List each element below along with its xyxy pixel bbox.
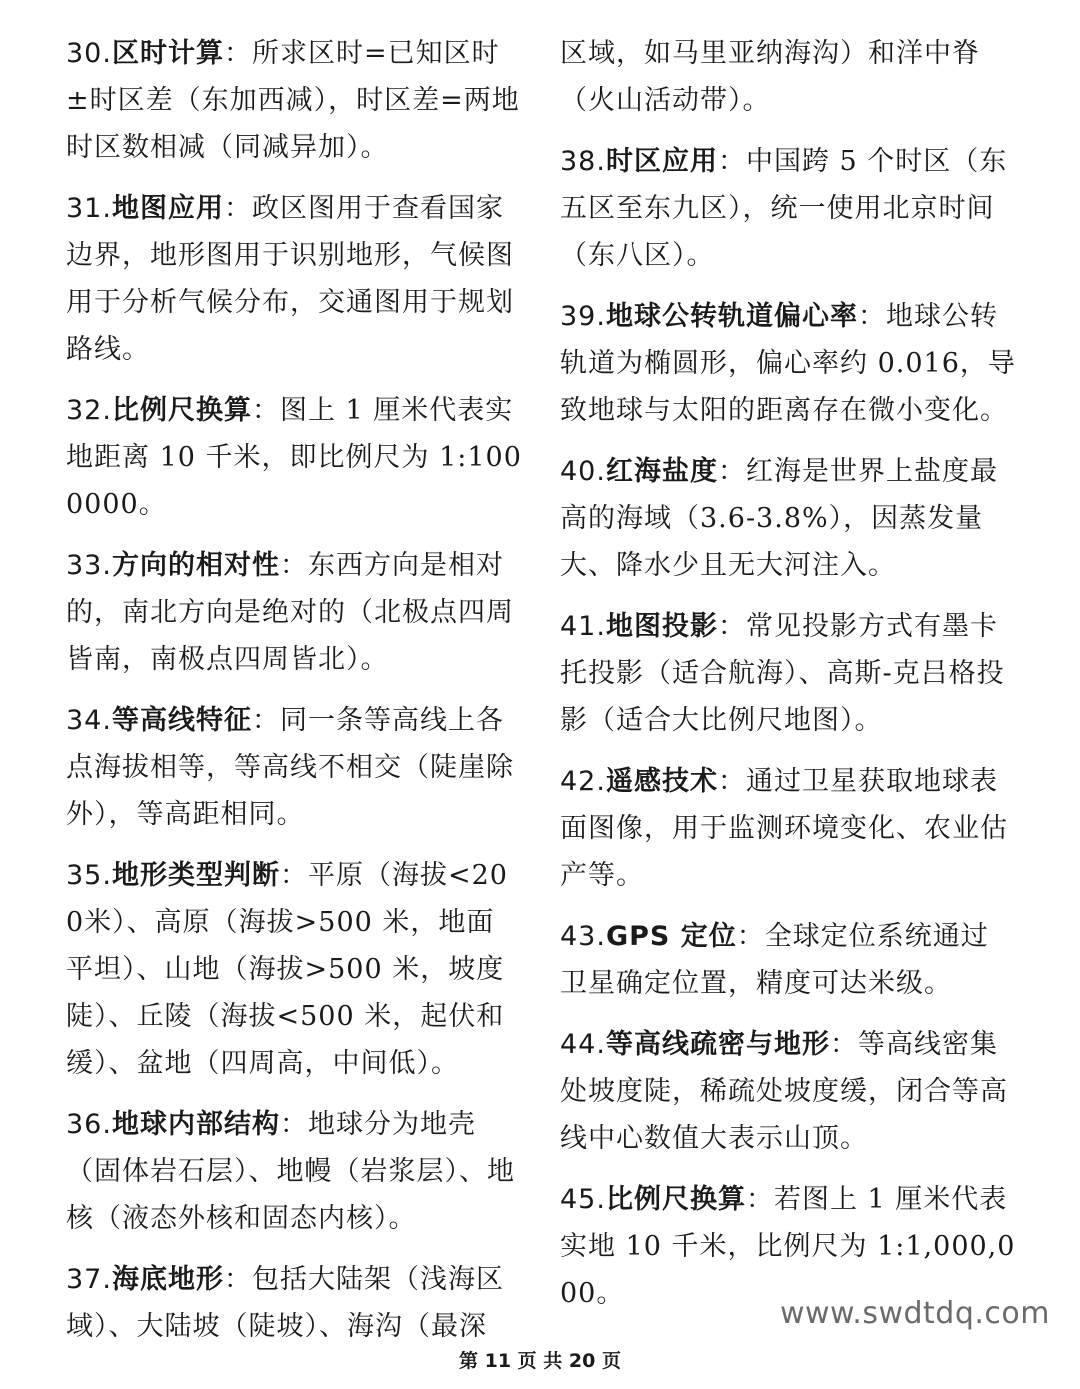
knowledge-item-33: [66, 542, 522, 683]
item-body: 若图上 1 厘米代表实地 10 千米，比例尺为 1:1,000,000。: [560, 1184, 1016, 1309]
item-body: 包括大陆架（浅海区域）、大陆坡（陡坡）、海沟（最深: [66, 1264, 504, 1342]
site-watermark: www.swdtdq.com: [779, 1296, 1050, 1331]
item-body: 常见投影方式有墨卡托投影（适合航海）、高斯-克吕格投影（适合大比例尺地图）。: [560, 611, 1005, 736]
item-body: 地球分为地壳（固体岩石层）、地幔（岩浆层）、地核（液态外核和固态内核）。: [66, 1109, 515, 1234]
knowledge-item-30: [66, 30, 522, 171]
knowledge-item-40: [560, 448, 1016, 589]
item-body: 等高线密集处坡度陡，稀疏处坡度缓，闭合等高线中心数值大表示山顶。: [560, 1029, 1008, 1154]
item-body: 地球公转轨道为椭圆形，偏心率约 0.016，导致地球与太阳的距离存在微小变化。: [560, 301, 1016, 426]
item-separator: ：: [251, 395, 280, 426]
item-number: 41.: [560, 611, 606, 642]
item-body: 红海是世界上盐度最高的海域（3.6-3.8%），因蒸发量大、降水少且无大河注入。: [560, 456, 998, 581]
item-separator: ：: [223, 1264, 252, 1295]
item-separator: ：: [279, 550, 308, 581]
knowledge-item-37: [66, 1256, 522, 1350]
item-separator: ：: [717, 456, 746, 487]
knowledge-item-34: [66, 697, 522, 838]
item-body: 区域，如马里亚纳海沟）和洋中脊（火山活动带）。: [560, 38, 980, 116]
item-separator: ：: [251, 705, 280, 736]
item-number: 35.: [66, 860, 112, 891]
knowledge-item-39: [560, 293, 1016, 434]
item-term: 海底地形: [111, 1264, 224, 1295]
right-column: [560, 30, 1016, 1331]
item-number: 40.: [560, 456, 606, 487]
item-separator: ：: [717, 611, 746, 642]
item-body: 平原（海拔<200米）、高原（海拔>500 米，地面平坦）、山地（海拔>500 米，坡度陡）、丘陵（海拔<500 米，起伏和缓）、盆地（四周高，中间低）。: [66, 860, 508, 1079]
item-term: 比例尺换算: [605, 1184, 746, 1215]
knowledge-item-36: [66, 1101, 522, 1242]
knowledge-item-38: [560, 138, 1016, 279]
item-separator: ：: [736, 921, 765, 952]
item-separator: ：: [745, 1184, 774, 1215]
left-column: [66, 30, 522, 1364]
item-body: 所求区时=已知区时±时区差（东加西减），时区差=两地时区数相减（同减异加）。: [66, 38, 520, 163]
item-number: 42.: [560, 766, 606, 797]
item-term: 等高线特征: [111, 705, 252, 736]
item-term: 地球公转轨道偏心率: [605, 301, 858, 332]
item-term: 方向的相对性: [111, 550, 280, 581]
item-term: 时区应用: [605, 146, 718, 177]
item-term: 地图投影: [605, 611, 718, 642]
item-term: 红海盐度: [605, 456, 718, 487]
item-term: 区时计算: [111, 38, 224, 69]
item-body: 东西方向是相对的，南北方向是绝对的（北极点四周皆南，南极点四周皆北）。: [66, 550, 514, 675]
knowledge-item-37-continued: [560, 30, 1016, 124]
item-number: 36.: [66, 1109, 112, 1140]
item-body: 同一条等高线上各点海拔相等，等高线不相交（陡崖除外），等高距相同。: [66, 705, 514, 830]
item-number: 43.: [560, 921, 606, 952]
knowledge-item-41: [560, 603, 1016, 744]
knowledge-item-42: [560, 758, 1016, 899]
item-number: 33.: [66, 550, 112, 581]
knowledge-item-31: [66, 185, 522, 373]
item-number: 30.: [66, 38, 112, 69]
item-number: 39.: [560, 301, 606, 332]
knowledge-item-35: [66, 852, 522, 1087]
item-number: 45.: [560, 1184, 606, 1215]
item-separator: ：: [857, 301, 886, 332]
item-number: 32.: [66, 395, 112, 426]
item-separator: ：: [223, 38, 252, 69]
page-footer: 第 11 页 共 20 页: [459, 1350, 621, 1372]
item-term: 遥感技术: [605, 766, 718, 797]
item-term: 等高线疏密与地形: [605, 1029, 830, 1060]
item-body: 中国跨 5 个时区（东五区至东九区），统一使用北京时间（东八区）。: [560, 146, 1008, 271]
item-term: 地形类型判断: [111, 860, 280, 891]
item-separator: ：: [717, 766, 746, 797]
item-number: 38.: [560, 146, 606, 177]
item-number: 31.: [66, 193, 112, 224]
item-number: 37.: [66, 1264, 112, 1295]
item-number: 34.: [66, 705, 112, 736]
item-term: GPS 定位: [605, 921, 737, 952]
knowledge-item-32: [66, 387, 522, 528]
item-body: 图上 1 厘米代表实地距离 10 千米，即比例尺为 1:1000000。: [66, 395, 522, 520]
item-separator: ：: [829, 1029, 858, 1060]
knowledge-item-43: [560, 913, 1016, 1007]
item-separator: ：: [717, 146, 746, 177]
item-term: 比例尺换算: [111, 395, 252, 426]
item-separator: ：: [223, 193, 252, 224]
item-body: 通过卫星获取地球表面图像，用于监测环境变化、农业估产等。: [560, 766, 1008, 891]
knowledge-item-44: [560, 1021, 1016, 1162]
item-body: 政区图用于查看国家边界，地形图用于识别地形，气候图用于分析气候分布，交通图用于规划路线。: [66, 193, 514, 365]
item-separator: ：: [279, 860, 308, 891]
item-term: 地图应用: [111, 193, 224, 224]
item-term: 地球内部结构: [111, 1109, 280, 1140]
item-body: 全球定位系统通过卫星确定位置，精度可达米级。: [560, 921, 989, 999]
item-number: 44.: [560, 1029, 606, 1060]
item-separator: ：: [279, 1109, 308, 1140]
